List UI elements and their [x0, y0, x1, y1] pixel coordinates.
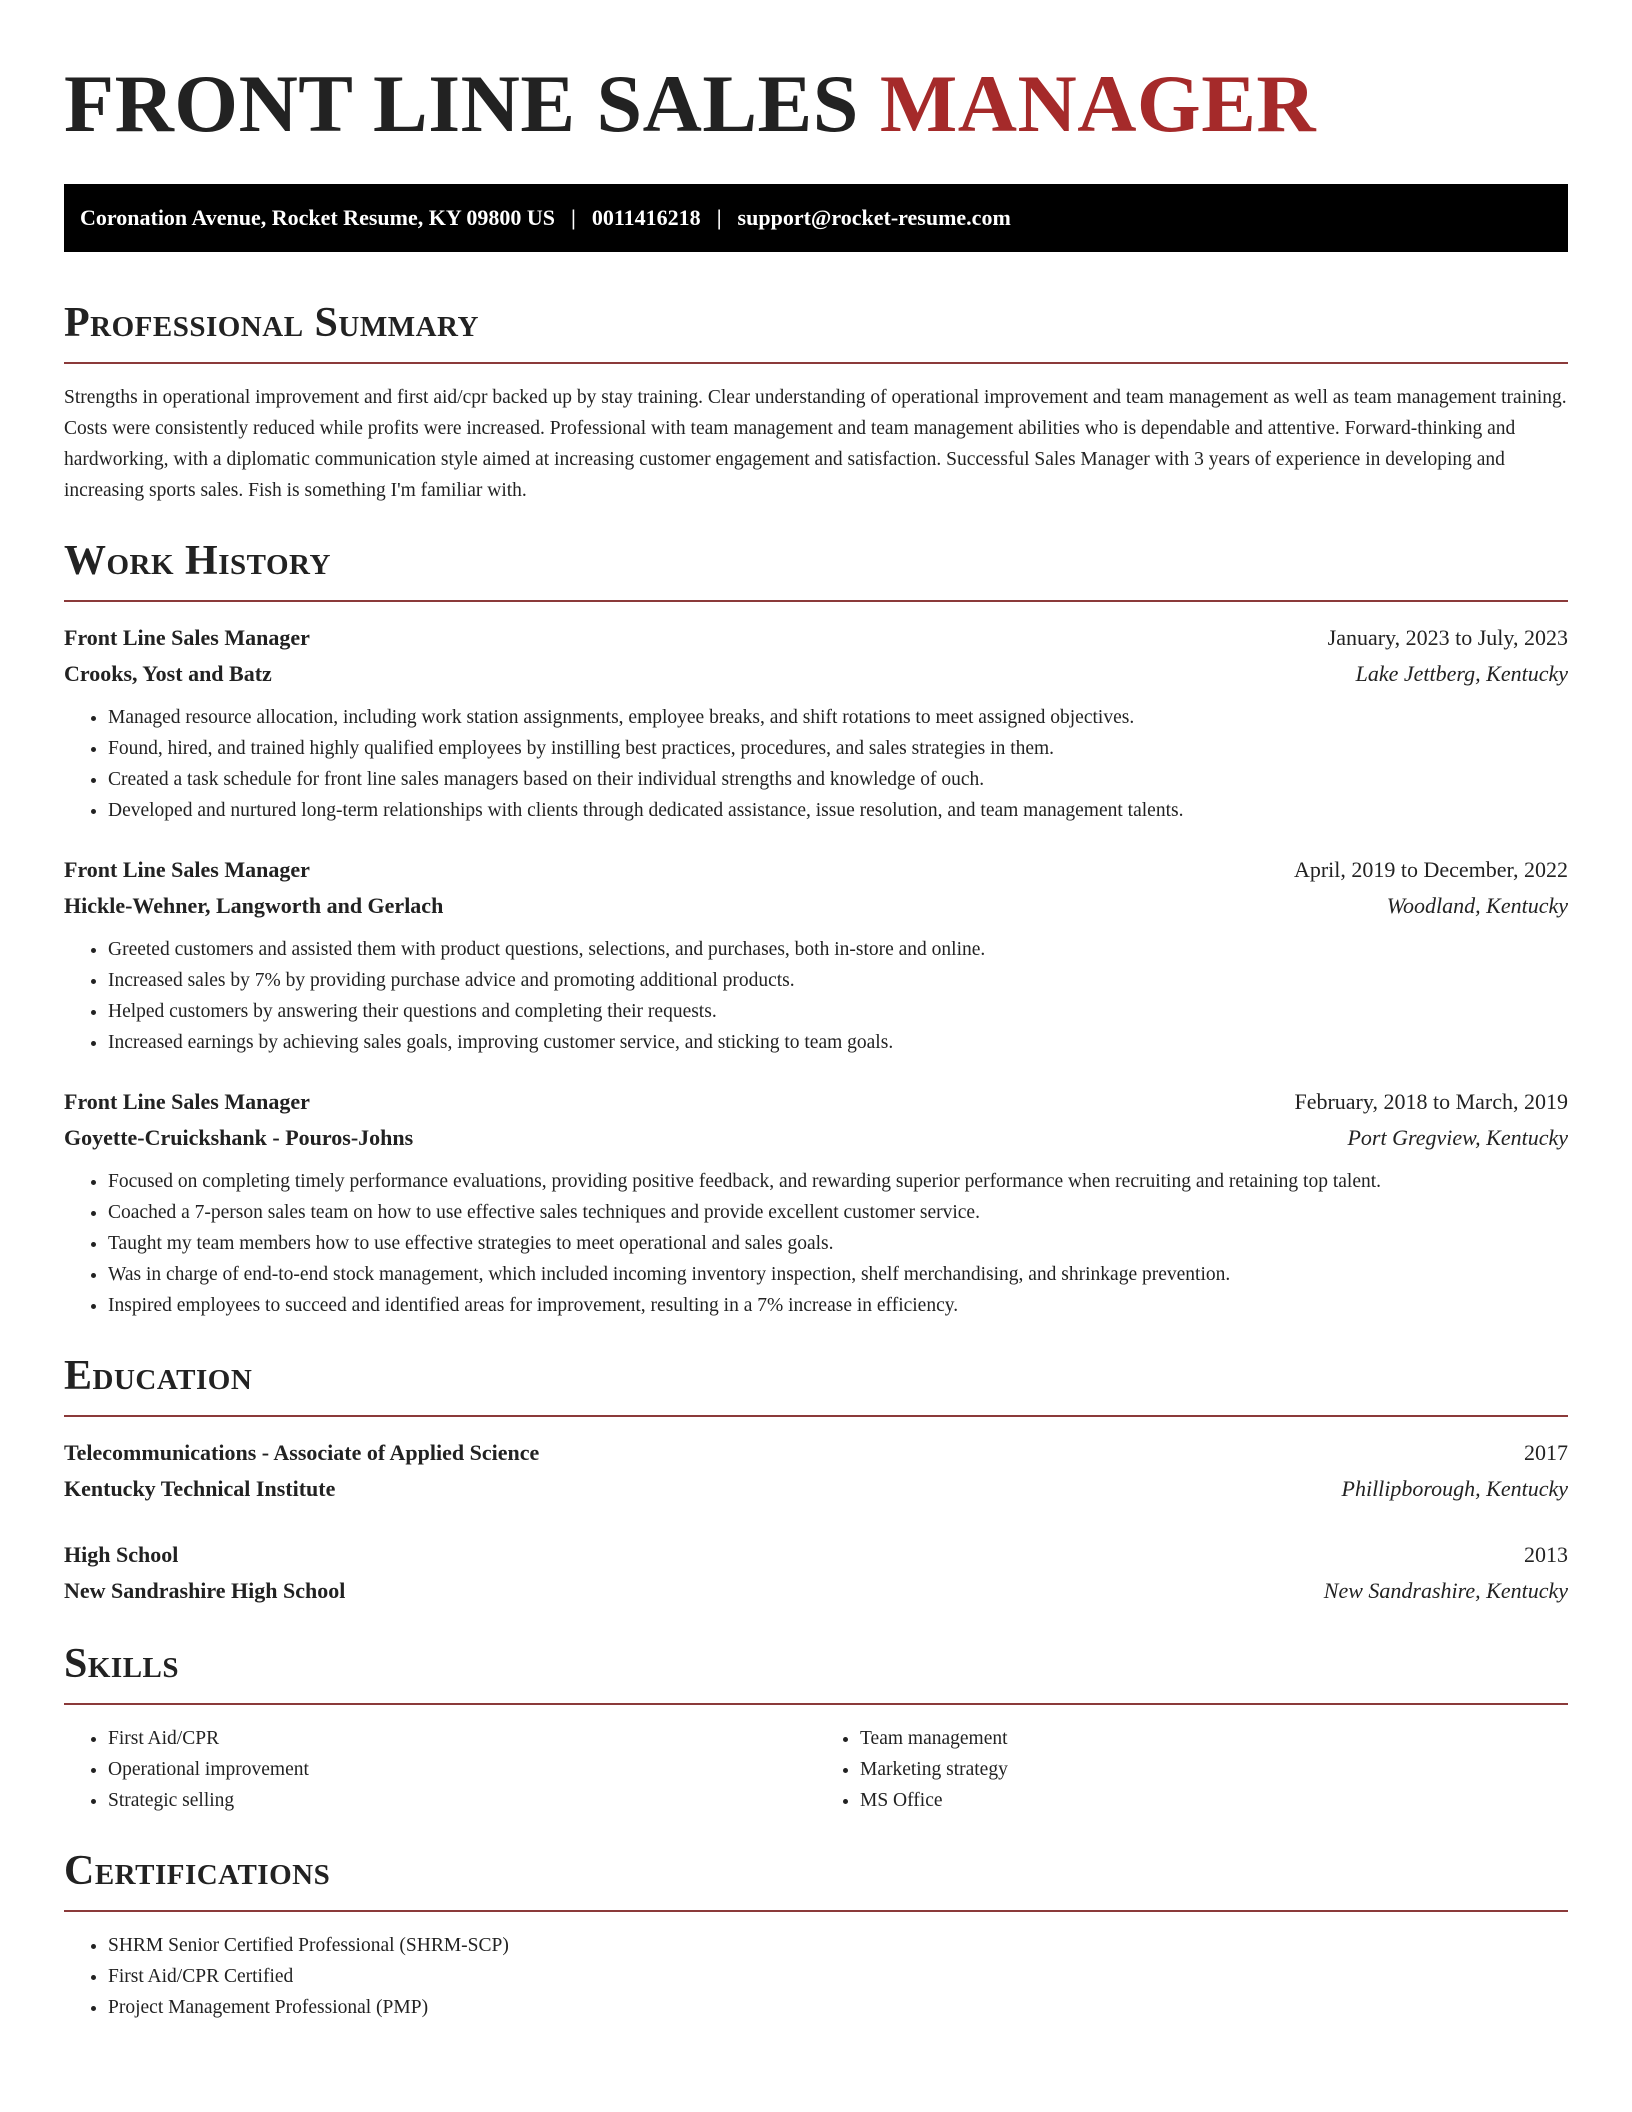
education-school-row	[64, 1471, 1568, 1507]
contact-phone: 0011416218	[591, 205, 701, 230]
list-item: • MS Office	[860, 1785, 1568, 1816]
title-main: FRONT LINE SALES	[64, 58, 859, 149]
list-item: • Project Management Professional (PMP)	[108, 1992, 1568, 2023]
summary-text: Strengths in operational improvement and first aid/cpr backed up by stay training. Clear understanding of operational improvement and team management as well as team management training. Costs were consistently reduced while profits were increased. Professional with team management and team management abilities who is dependable and attentive. Forward-thinking and hardworking, with a diplomatic communication style aimed at increasing customer engagement and satisfaction. Successful Sales Manager with 3 years of experience in developing and increasing sports sales. Fish is something I'm familiar with.	[64, 387, 1567, 501]
job-title-row	[64, 1084, 1568, 1120]
list-item: • Increased earnings by achieving sales goals, improving customer service, and sticking to team goals.	[108, 1027, 1568, 1058]
section-divider	[64, 362, 1568, 364]
list-item: • Marketing strategy	[860, 1754, 1568, 1785]
section-heading-certifications: Certifications	[64, 1848, 331, 1894]
job-dates: January, 2023 to July, 2023	[1327, 625, 1568, 650]
job-bullets	[64, 934, 1568, 1058]
education-location: New Sandrashire, Kentucky	[1323, 1578, 1568, 1603]
section-divider	[64, 600, 1568, 602]
section-heading-summary: Professional Summary	[64, 300, 479, 346]
section-heading-work: Work History	[64, 538, 331, 584]
title-accent: MANAGER	[879, 58, 1317, 149]
list-item: • Greeted customers and assisted them with product questions, selections, and purchases, both in-store and online.	[108, 934, 1568, 965]
list-item: • Inspired employees to succeed and identified areas for improvement, resulting in a 7% increase in efficiency.	[108, 1290, 1568, 1321]
certifications-section	[64, 1846, 1568, 2023]
list-item: • Coached a 7-person sales team on how to use effective sales techniques and provide excellent customer service.	[108, 1197, 1568, 1228]
list-item: • Taught my team members how to use effective strategies to meet operational and sales goals.	[108, 1228, 1568, 1259]
job-title-row	[64, 852, 1568, 888]
contact-address: Coronation Avenue, Rocket Resume, KY 09800 US	[80, 205, 556, 230]
education-location: Phillipborough, Kentucky	[1341, 1476, 1568, 1501]
education-degree-row	[64, 1537, 1568, 1573]
work-section	[64, 536, 1568, 1321]
job-company-row	[64, 888, 1568, 924]
job-location: Port Gregview, Kentucky	[1347, 1125, 1568, 1150]
skills-list-right	[816, 1723, 1568, 1816]
education-degree-row	[64, 1435, 1568, 1471]
list-item: • Was in charge of end-to-end stock management, which included incoming inventory inspection, shelf merchandising, and shrinkage prevention.	[108, 1259, 1568, 1290]
contact-email: support@rocket-resume.com	[737, 205, 1011, 230]
job-bullets	[64, 1166, 1568, 1321]
job-entry	[64, 620, 1568, 826]
skills-section	[64, 1639, 1568, 1816]
list-item: • Developed and nurtured long-term relationships with clients through dedicated assistance, issue resolution, and team management talents.	[108, 795, 1568, 826]
job-title: Front Line Sales Manager	[64, 1089, 310, 1114]
education-entry	[64, 1435, 1568, 1507]
list-item: • Focused on completing timely performance evaluations, providing positive feedback, and rewarding superior performance when recruiting and retaining top talent.	[108, 1166, 1568, 1197]
list-item: • SHRM Senior Certified Professional (SHRM-SCP)	[108, 1930, 1568, 1961]
list-item: • Managed resource allocation, including work station assignments, employee breaks, and shift rotations to meet assigned objectives.	[108, 702, 1568, 733]
job-title: Front Line Sales Manager	[64, 857, 310, 882]
summary-section	[64, 298, 1568, 506]
list-item: • Increased sales by 7% by providing purchase advice and promoting additional products.	[108, 965, 1568, 996]
section-heading-education: Education	[64, 1353, 253, 1399]
job-title-row	[64, 620, 1568, 656]
list-item: • Found, hired, and trained highly qualified employees by instilling best practices, procedures, and sales strategies in them.	[108, 733, 1568, 764]
list-item: • Created a task schedule for front line sales managers based on their individual strengths and knowledge of ouch.	[108, 764, 1568, 795]
list-item: • Team management	[860, 1723, 1568, 1754]
job-company: Hickle-Wehner, Langworth and Gerlach	[64, 893, 444, 918]
education-degree: Telecommunications - Associate of Applied Science	[64, 1440, 540, 1465]
job-location: Lake Jettberg, Kentucky	[1355, 661, 1568, 686]
job-entry	[64, 1084, 1568, 1321]
list-item: • Strategic selling	[108, 1785, 816, 1816]
job-title: Front Line Sales Manager	[64, 625, 310, 650]
education-school-row	[64, 1573, 1568, 1609]
job-dates: February, 2018 to March, 2019	[1294, 1089, 1568, 1114]
list-item: • First Aid/CPR	[108, 1723, 816, 1754]
section-heading-skills: Skills	[64, 1641, 180, 1687]
job-dates: April, 2019 to December, 2022	[1293, 857, 1568, 882]
job-company: Crooks, Yost and Batz	[64, 661, 272, 686]
job-company: Goyette-Cruickshank - Pouros-Johns	[64, 1125, 414, 1150]
education-degree: High School	[64, 1542, 179, 1567]
contact-separator: |	[716, 205, 722, 230]
education-section	[64, 1351, 1568, 1609]
education-school: Kentucky Technical Institute	[64, 1476, 336, 1501]
skills-grid	[64, 1723, 1568, 1816]
job-location: Woodland, Kentucky	[1386, 893, 1568, 918]
list-item: • Operational improvement	[108, 1754, 816, 1785]
page-title	[64, 56, 1568, 152]
list-item: • First Aid/CPR Certified	[108, 1961, 1568, 1992]
certifications-list	[64, 1930, 1568, 2023]
section-divider	[64, 1910, 1568, 1912]
education-year: 2013	[1524, 1542, 1568, 1567]
job-company-row	[64, 1120, 1568, 1156]
contact-bar	[64, 184, 1568, 252]
list-item: • Helped customers by answering their questions and completing their requests.	[108, 996, 1568, 1027]
education-year: 2017	[1524, 1440, 1568, 1465]
section-divider	[64, 1703, 1568, 1705]
contact-separator: |	[571, 205, 576, 230]
education-school: New Sandrashire High School	[64, 1578, 346, 1603]
job-entry	[64, 852, 1568, 1058]
section-divider	[64, 1415, 1568, 1417]
job-company-row	[64, 656, 1568, 692]
skills-list-left	[64, 1723, 816, 1816]
education-entry	[64, 1537, 1568, 1609]
job-bullets	[64, 702, 1568, 826]
